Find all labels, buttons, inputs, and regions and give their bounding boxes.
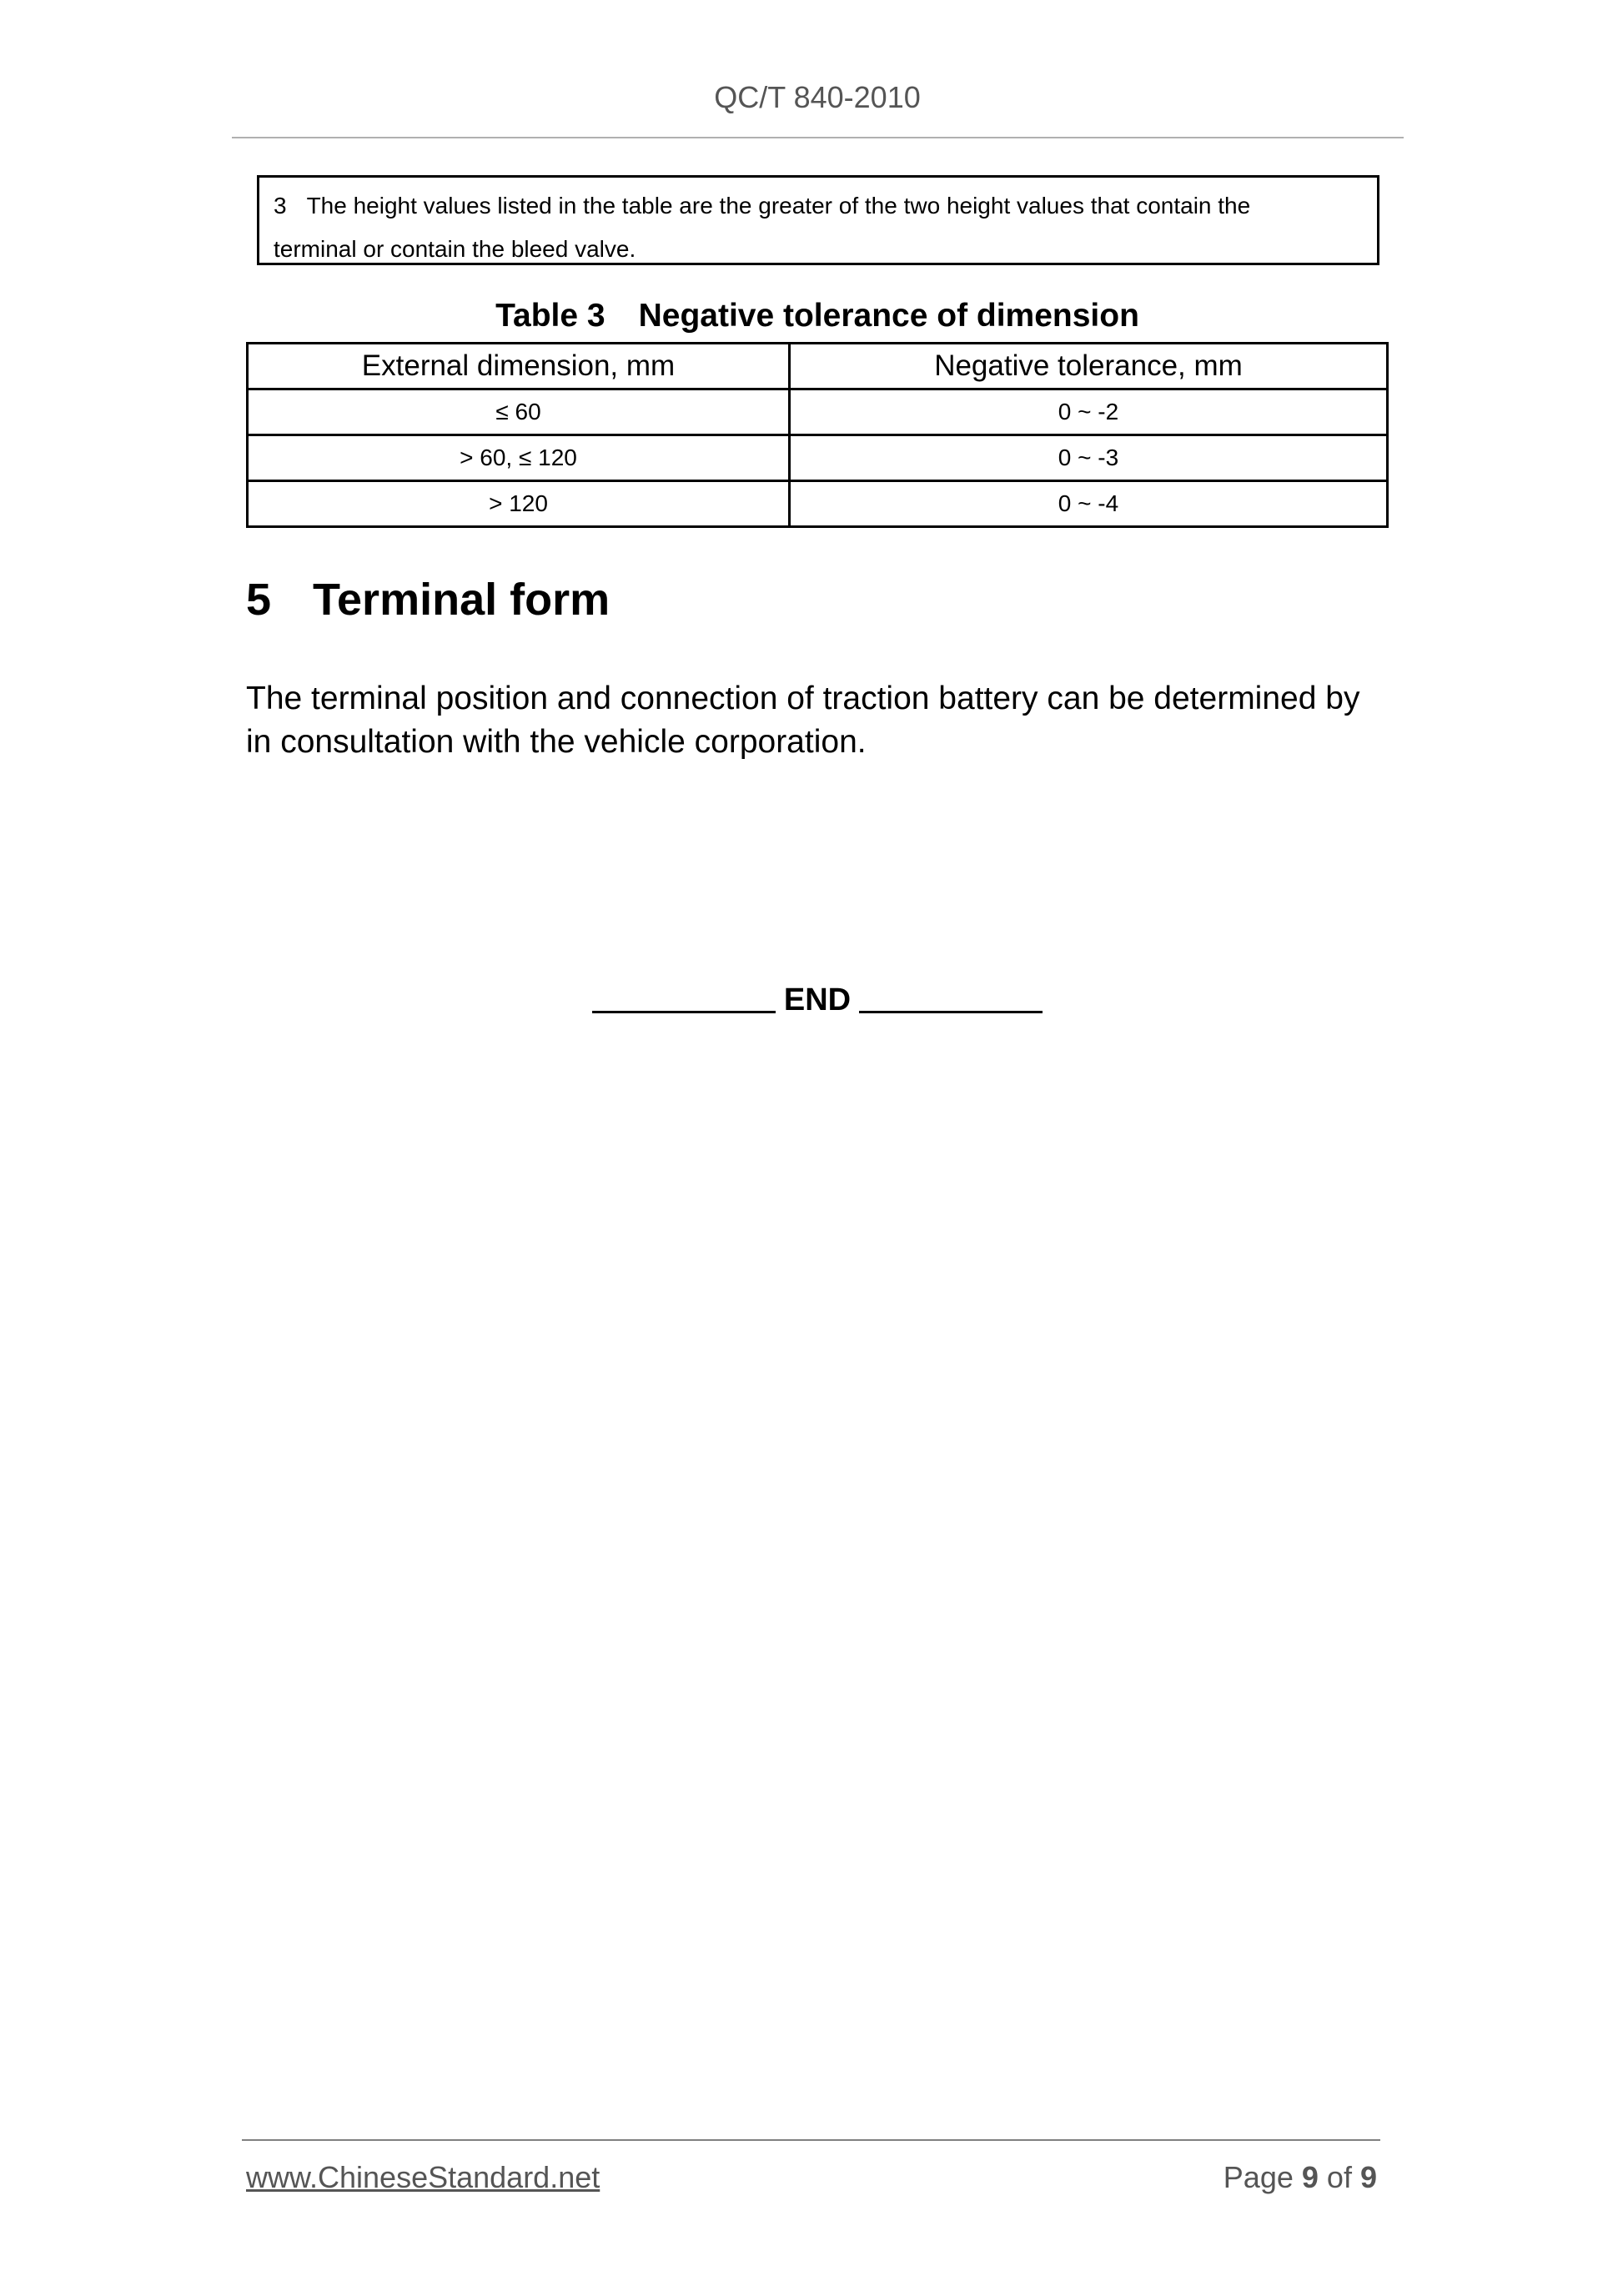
section-5-heading xyxy=(246,574,610,625)
header-divider xyxy=(232,137,1404,138)
note-text-line-2: terminal or contain the bleed valve. xyxy=(274,236,636,262)
section-5-paragraph xyxy=(246,677,1389,764)
page-label: Page xyxy=(1223,2160,1294,2194)
header-negative-tolerance: Negative tolerance, mm xyxy=(790,344,1388,389)
paragraph-line-2: in consultation with the vehicle corporation. xyxy=(246,724,867,760)
table-3-caption xyxy=(0,298,1623,334)
table-cell-dimension: ≤ 60 xyxy=(248,389,790,435)
page-of: of xyxy=(1326,2160,1352,2194)
end-text: END xyxy=(783,982,852,1017)
table-row xyxy=(248,435,1388,481)
header-external-dimension: External dimension, mm xyxy=(248,344,790,389)
end-marker xyxy=(0,982,1623,1018)
page-indicator xyxy=(1224,2160,1377,2195)
table-cell-tolerance: 0 ~ -4 xyxy=(790,481,1388,527)
note-text-line-1: The height values listed in the table are the greater of the two height values that contain the xyxy=(306,193,1251,219)
footer-divider xyxy=(242,2139,1380,2141)
section-title: Terminal form xyxy=(313,575,611,625)
paragraph-line-1: The terminal position and connection of traction battery can be determined by xyxy=(246,681,1360,716)
negative-tolerance-table xyxy=(246,342,1389,528)
table-note-box xyxy=(257,175,1379,265)
website-link[interactable]: www.ChineseStandard.net xyxy=(246,2160,600,2194)
section-number: 5 xyxy=(246,575,272,625)
table-caption-title: Negative tolerance of dimension xyxy=(638,298,1139,334)
table-cell-tolerance: 0 ~ -3 xyxy=(790,435,1388,481)
table-caption-number: Table 3 xyxy=(495,298,605,334)
end-rule-left xyxy=(592,1011,776,1013)
table-cell-dimension: > 120 xyxy=(248,481,790,527)
note-line-1 xyxy=(274,184,1363,228)
note-number: 3 xyxy=(274,193,287,219)
table-header-row xyxy=(248,344,1388,389)
table-cell-tolerance: 0 ~ -2 xyxy=(790,389,1388,435)
table-cell-dimension: > 60, ≤ 120 xyxy=(248,435,790,481)
table-row xyxy=(248,481,1388,527)
page-current: 9 xyxy=(1301,2160,1319,2194)
page-total: 9 xyxy=(1359,2160,1377,2194)
end-rule-right xyxy=(859,1011,1043,1013)
document-code-header: QC/T 840-2010 xyxy=(714,80,921,114)
table-row xyxy=(248,389,1388,435)
